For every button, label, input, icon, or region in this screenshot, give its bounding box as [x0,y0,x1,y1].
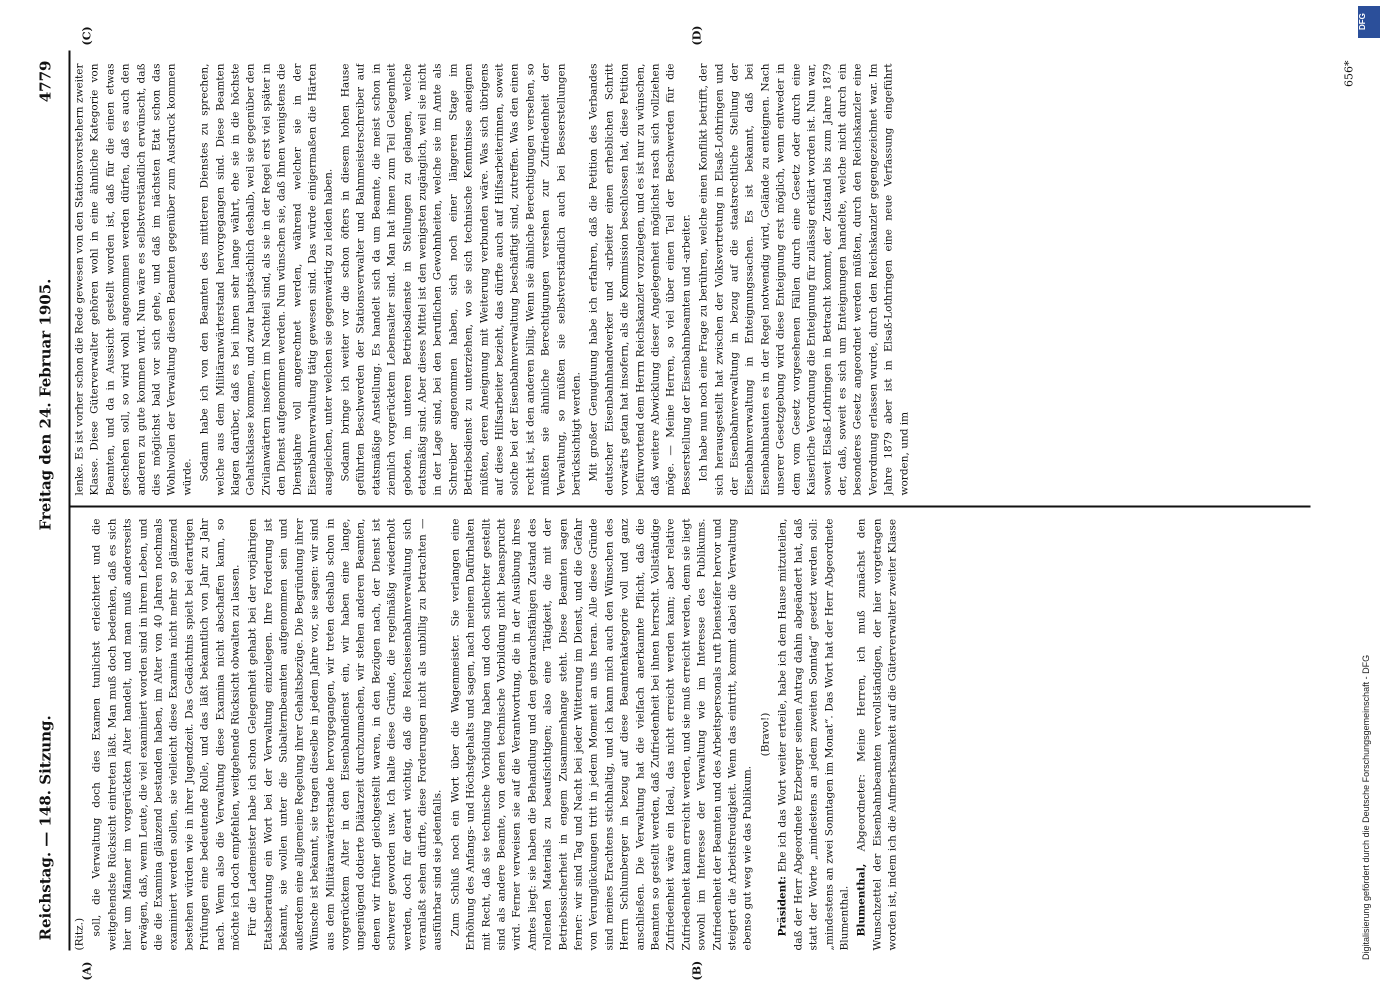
paragraph: soll, die Verwaltung doch dies Examen tunlichst erleichtert und die weitgehendste Rücksicht eintreten läßt. Man muß doch bedenken, daß es sich hier um Männer im vorgerückten Alter handelt, und man muß andererseits erwägen, daß, wenn Leute, die viel examiniert worden sind in ihrem Leben, und die die Examina glänzend bestanden haben, im Alter von 40 Jahren nochmals examiniert werden sollen, sie vielleicht diese Examina nicht mehr so glänzend bestehen würden wie in ihrer Jugendzeit. Das Gedächtnis spielt bei derartigen Prüfungen eine bedeutende Rolle, und das läßt bekanntlich von Jahr zu Jahr nach. Wenn also die Verwaltung diese Examina nicht abschaffen kann, so möchte ich doch empfehlen, weitgehende Rücksicht obwalten zu lassen. [90,518,242,950]
paragraph: Mit großer Genugtuung habe ich erfahren, daß die Petition des Verbandes deutscher Eisenbahnhandwerker und -arbeiter einen erheblichen Schritt vorwärts getan hat insofern, als die Kommission beschlossen hat, diese Petition befürwortend dem Herrn Reichskanzler vorzulegen, und es ist nur zu wünschen, daß weitere Abwicklung dieser Angelegenheit möglichst rasch sich vollziehen möge. — Meine Herren, so viel über einen Teil der Beschwerden für die Besserstellung der Eisenbahnbeamten und -arbeiter. [587,63,692,495]
paragraph: Sodann habe ich von den Beamten des mittleren Dienstes zu sprechen, welche aus dem Militäranwärterstand hervorgegangen sind. Diese Beamten klagen darüber, daß es bei ihnen sehr lange währt, ehe sie in die höchste Gehaltsklasse kommen, und zwar hauptsächlich deshalb, weil sie gegenüber den Zivilanwärtern insofern im Nachteil sind, als sie in der Regel erst viel später in den Dienst aufgenommen werden. Nun wünschen sie, daß ihnen wenigstens die Dienstjahre voll angerechnet werden, während welcher sie in der Eisenbahnverwaltung tätig gewesen sind. Das würde einigermaßen die Härten ausgleichen, unter welchen sie gegenwärtig zu leiden haben. [198,63,334,495]
margin-mark-c: (C) [80,25,93,45]
paragraph: Sodann bringe ich weiter vor die schon öfters in diesem hohen Hause geführten Beschwerden der Stationsverwalter und Bahnmeisterschreiber auf etatsmäßige Anstellung. Es handelt sich da um Beamte, die meist schon in ziemlich vorgerücktem Lebensalter sind. Man hat ihnen zum Teil Gelegenheit geboten, im unteren Betriebsdienste in Stellungen zu gelangen, welche etatsmäßig sind. Aber dieses Mittel ist den wenigsten zugänglich, weil sie nicht in der Lage sind, bei den beruflichen Gewohnheiten, welche sie im Amte als Schreiber angenommen haben, sich noch einer längeren Stage im Betriebsdienst zu unterziehen, wo sie sich technische Kenntnisse aneignen müßten, deren Aneignung mit Weiterung verbunden wäre. Was sich übrigens auf diese Hilfsarbeiter bezieht, das dürfte auch auf Hilfsarbeiterinnen, soweit solche bei der Eisenbahnverwaltung beschäftigt sind, zutreffen. Was den einen recht ist, ist den anderen billig. Wenn sie ähnliche Berechtigungen versehen, so müßten sie ähnliche Berechtigungen versehen zur Zufriedenheit der Verwaltung, so müßten sie selbstverständlich auch bei Besserstellungen berücksichtigt werden. [338,63,582,495]
president-name: Präsident: [776,875,789,936]
left-column [72,518,1310,950]
paragraph: Ich habe nun noch eine Frage zu berühren, welche einen Konflikt betrifft, der sich herausgestellt hat zwischen der Volksvertretung in Elsaß-Lothringen und der Eisenbahnverwaltung in bezug auf die staatsrechtliche Stellung der Eisenbahnverwaltung in Enteignungssachen. Es ist bekannt, daß bei Eisenbahnbauten es in der Regel notwendig wird, Gelände zu enteignen. Nach unserer Gesetzgebung wird diese Enteignung erst möglich, wenn entweder in dem vom Gesetz vorgesehenen Fällen durch eine Gesetz oder durch eine Kaiserliche Verordnung die Enteignung für zulässig erklärt worden ist. Nun war, soweit Elsaß-Lothringen in Betracht kommt, der Zustand bis zum Jahre 1879 der, daß, soweit es sich um Enteignungen handelte, welche nicht durch ein besonderes Gesetz angeordnet werden müßten, durch den Reichskanzler eine Verordnung erlassen wurde, durch den Reichskanzler gegengezeichnet war. Im Jahre 1879 aber ist in Elsaß-Lothringen eine neue Verfassung eingeführt worden, und im [697,63,910,495]
speaker-tag: (Ritz.) [73,917,85,950]
president-text: Ehe ich das Wort weiter erteile, habe ich dem Hause mitzuteilen, daß der Herr Abgeordnete Erzberger seinen Antrag dahin abgeändert hat, daß statt der Worte „mindestens an jedem zweiten Sonntag“ gesetzt werden soll: „mindestens an zwei Sonntagen im Monat“. Das Wort hat der Herr Abgeordnete Blumenthal. [776,518,850,950]
page-number: 4779 [36,60,54,102]
margin-mark-a: (A) [80,961,93,980]
column-rule [70,505,1310,507]
margin-mark-d: (D) [690,25,703,45]
bravo-remark: (Bravo!) [758,712,771,756]
blumenthal-paragraph [854,518,900,950]
header-rule [68,50,70,950]
margin-mark-b: (B) [690,960,703,980]
digitization-credit: Digitalisierung gefördert durch die Deutsche Forschungsgemeinschaft - DFG [1361,654,1371,960]
right-column [72,63,1310,495]
blumenthal-text: Abgeordneter: Meine Herren, ich muß zunächst den Wunschzettel der Eisenbahnbeamten vervollständigen, der hier vorgetragen worden ist, indem ich die Aufmerksamkeit auf die Güterverwalter zweiter Klasse [855,518,899,950]
blumenthal-name: Blumenthal, [855,863,868,936]
paragraph: Zum Schluß noch ein Wort über die Wagenmeister. Sie verlangen eine Erhöhung des Anfangs- und Höchstgehalts und sagen, nach meinem Dafürhalten mit Recht, daß sie technische Vorbildung haben und doch schlechter gestellt sind als andere Beamte, von denen technische Vorbildung nicht beansprucht wird. Ferner verweisen sie auf die Verantwortung, die in der Ausübung ihres Amtes liegt: sie haben die Behandlung und den gebrauchsfähigen Zustand des rollenden Materials zu beaufsichtigen; also eine Tätigkeit, die mit der Betriebssicherheit in engem Zusammenhange steht. Diese Beamten sagen ferner: wir sind Tag und Nacht bei jeder Witterung im Dienst, und die Gefahr von Verunglückungen tritt in jedem Moment an uns heran. Alle diese Gründe sind meines Erachtens stichhaltig, und ich kann mich auch den Wünschen des Herrn Schlumberger in bezug auf diese Beamtenkategorie voll und ganz anschließen. Die Verwaltung hat die vielfach anerkannte Pflicht, daß die Beamten so gestellt werden, daß Zufriedenheit bei ihnen herrscht. Vollständige Zufriedenheit wäre ein Ideal, das nicht erreicht werden kann; aber relative Zufriedenheit kann erreicht werden, und sie muß erreicht werden, denn sie liegt sowohl im Interesse der Verwaltung wie im Interesse des Publikums. Zufriedenheit der Beamten und des Arbeitspersonals ruft Diensteifer hervor und steigert die Arbeitsfreudigkeit. Wenn das eintritt, kommt dabei die Verwaltung ebenso gut weg wie das Publikum. [448,518,754,950]
page-header [30,50,68,950]
president-paragraph [775,518,852,950]
header-date: Freitag den 24. Februar 1905. [36,278,54,530]
paragraph: Für die Lademeister habe ich schon Gelegenheit gehabt bei der vorjährigen Etatsberatung ein Wort bei der Verwaltung einzulegen. Ihre Forderung ist bekannt, sie wollen unter die Subalternbeamten aufgenommen sein und außerdem eine allgemeine Regelung ihrer Gehaltsbezüge. Die Begründung ihrer Wünsche ist bekannt, sie tragen dieselbe in jedem Jahre vor, sie sagen: wir sind aus dem Militäranwärterstande hervorgegangen, wir treten deshalb schon in vorgerücktem Alter in den Eisenbahndienst ein, wir haben eine lange, ungenügend dotierte Diätarzeit durchzumachen, wir stehen anderen Beamten, denen wir früher gleichgestellt waren, in den Bezügen nach, der Dienst ist schwerer geworden usw. Ich halte diese Gründe, die regelmäßig wiederholt werden, doch für derart wichtig, daß die Reichseisenbahnverwaltung sich veranlaßt sehen dürfte, diese Forderungen nicht als unbillig zu betrachten — ausführbar sind sie jedenfalls. [246,518,444,950]
paragraph: lenke. Es ist vorher schon die Rede gewesen von den Stationsvorstehern zweiter Klasse. Diese Güterverwalter gehören wohl in eine ähnliche Kategorie von Beamten, und da in Aussicht gestellt worden ist, daß für die einen etwas geschehen soll, so wird wohl angenommen werden dürfen, daß es auch den anderen zu gute kommen wird. Nun wäre es selbstverständlich erwünscht, daß dies möglichst bald vor sich gehe, und daß im nächsten Etat schon das Wohlwollen der Verwaltung diesen Beamten gegenüber zum Ausdruck kommen würde. [73,63,193,495]
page-bottom-ref: 656* [1342,60,1355,87]
header-left: Reichstag. — 148. Sitzung. [36,714,54,940]
dfg-logo: DFG [1358,6,1380,38]
